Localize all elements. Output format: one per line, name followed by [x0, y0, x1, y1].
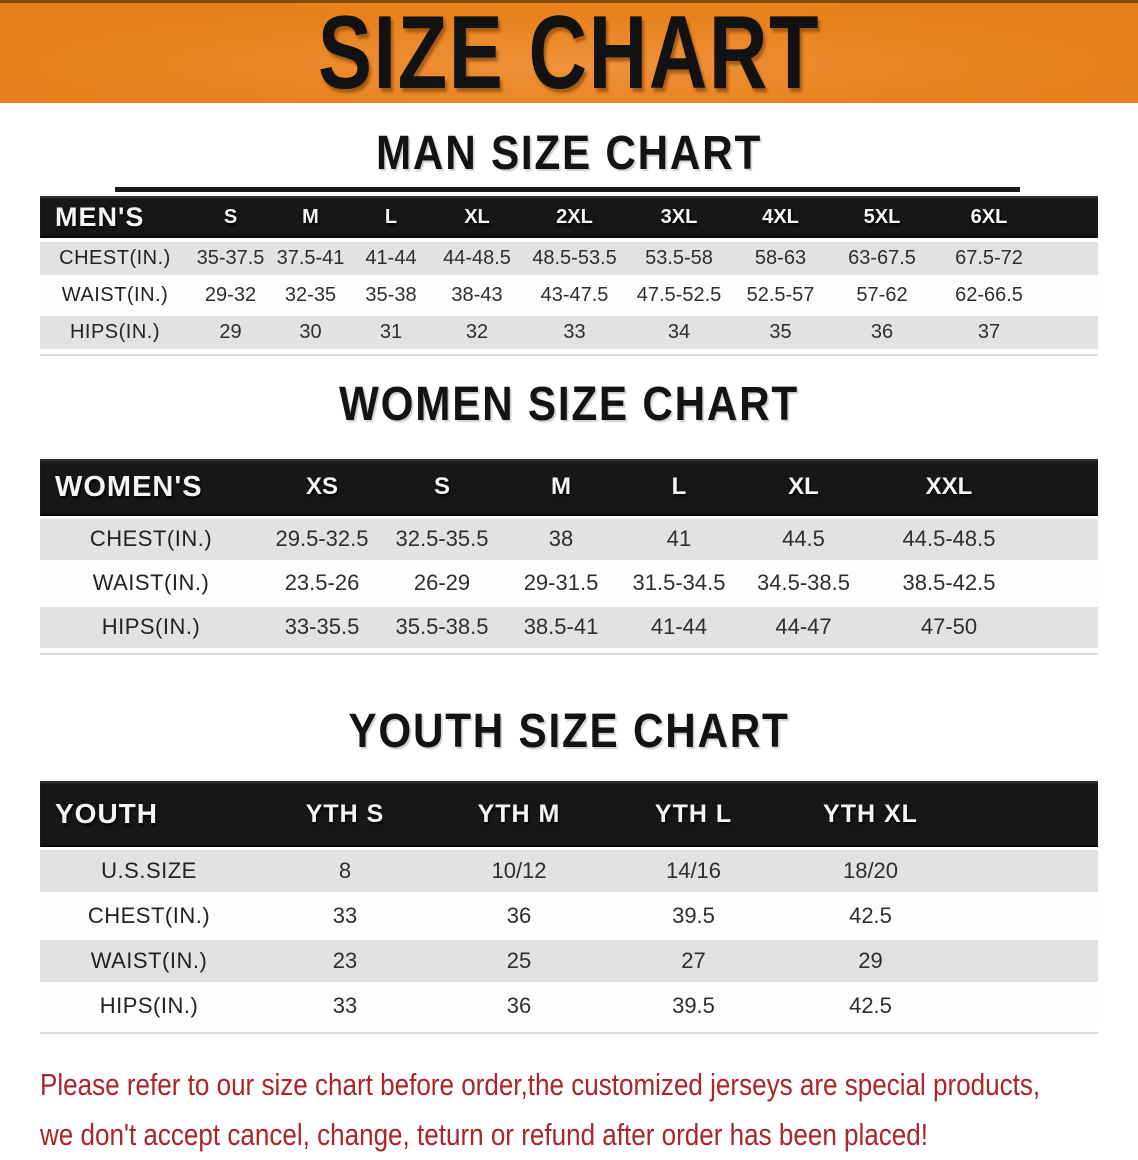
data-cell: 47-50 — [920, 614, 978, 640]
size-header-cell: S — [223, 205, 238, 228]
youth-size-table — [40, 781, 1098, 1027]
data-cell: 35-38 — [365, 284, 417, 307]
size-header-cell: XS — [305, 473, 338, 501]
section-women — [0, 380, 1138, 654]
data-cell: 14/16 — [665, 858, 722, 884]
data-cell: 41-44 — [650, 614, 708, 640]
data-cell: 39.5 — [672, 903, 715, 929]
youth-section-heading: YOUTH SIZE CHART — [348, 704, 790, 758]
row-label: WAIST(IN.) — [92, 570, 210, 596]
size-header-cell: XL — [464, 205, 490, 228]
data-cell: 27 — [681, 948, 706, 974]
women-table-bottom-rule — [40, 653, 1098, 655]
data-cell: 33 — [563, 321, 586, 344]
data-cell: 52.5-57 — [746, 284, 815, 307]
data-cell: 34 — [667, 321, 691, 344]
table-row — [40, 316, 1098, 349]
data-cell: 44-47 — [775, 614, 832, 640]
data-cell: 47.5-52.5 — [636, 284, 722, 307]
data-cell: 33 — [332, 993, 358, 1019]
data-cell: 32 — [465, 321, 489, 344]
table-title-cell: MEN'S — [55, 201, 145, 232]
data-cell: 35 — [769, 321, 792, 344]
youth-table-bottom-rule — [40, 1032, 1098, 1034]
table-row — [40, 279, 1098, 312]
size-header-cell: 4XL — [762, 205, 799, 228]
size-header-cell: 6XL — [970, 205, 1008, 228]
data-cell: 31.5-34.5 — [632, 570, 726, 596]
men-size-table — [40, 196, 1098, 349]
data-cell: 38.5-42.5 — [902, 570, 996, 596]
size-header-cell: YTH L — [654, 799, 733, 828]
data-cell: 41 — [666, 526, 692, 552]
youth-table-wrap — [40, 781, 1098, 1034]
data-cell: 8 — [338, 858, 352, 884]
size-header-cell: XL — [788, 473, 819, 501]
data-cell: 62-66.5 — [955, 284, 1023, 307]
size-header-cell: M — [302, 205, 319, 228]
data-cell: 38-43 — [451, 284, 503, 307]
row-label: U.S.SIZE — [101, 858, 197, 884]
data-cell: 10/12 — [491, 858, 547, 884]
row-label: CHEST(IN.) — [59, 247, 171, 270]
data-cell: 36 — [870, 321, 894, 344]
data-cell: 29 — [219, 321, 242, 344]
row-label: HIPS(IN.) — [99, 993, 199, 1019]
size-header-cell: 3XL — [660, 205, 698, 228]
banner — [0, 0, 1138, 111]
data-cell: 53.5-58 — [645, 247, 713, 270]
data-cell: 37 — [977, 321, 1001, 344]
content — [0, 129, 1138, 1034]
data-cell: 43-47.5 — [540, 284, 609, 307]
disclaimer-line-1: Please refer to our size chart before order,the customized jerseys are special products, — [40, 1067, 1041, 1103]
table-row — [40, 985, 1098, 1027]
data-cell: 44.5 — [782, 526, 825, 552]
row-label: HIPS(IN.) — [101, 614, 201, 640]
size-header-cell: YTH S — [305, 799, 385, 828]
women-table-wrap — [40, 459, 1098, 655]
table-row — [40, 940, 1098, 982]
data-cell: 29 — [858, 948, 883, 974]
row-label: CHEST(IN.) — [89, 526, 213, 552]
header-row — [40, 196, 1098, 238]
data-cell: 25 — [506, 948, 532, 974]
table-row — [40, 563, 1098, 604]
size-header-cell: 2XL — [556, 205, 593, 228]
data-cell: 41-44 — [365, 247, 417, 270]
data-cell: 38 — [548, 526, 574, 552]
header-row — [40, 459, 1098, 516]
data-cell: 31 — [379, 321, 403, 344]
men-section-heading: MAN SIZE CHART — [375, 127, 763, 180]
data-cell: 37.5-41 — [276, 247, 345, 270]
data-cell: 35.5-38.5 — [395, 614, 489, 640]
size-header-cell: L — [671, 473, 687, 501]
data-cell: 44.5-48.5 — [902, 526, 996, 552]
page-title: SIZE CHART — [317, 0, 821, 111]
table-row — [40, 895, 1098, 937]
data-cell: 36 — [506, 993, 532, 1019]
disclaimer — [40, 1060, 1138, 1160]
row-label: CHEST(IN.) — [87, 903, 211, 929]
data-cell: 42.5 — [849, 993, 892, 1019]
women-size-table — [40, 459, 1098, 648]
table-row — [40, 242, 1098, 275]
size-header-cell: L — [384, 205, 398, 228]
data-cell: 23 — [332, 948, 358, 974]
section-youth — [0, 704, 1138, 1034]
men-table-bottom-rule — [40, 354, 1098, 356]
disclaimer-line-2: we don't accept cancel, change, teturn or refund after order has been placed! — [40, 1117, 929, 1153]
row-label: HIPS(IN.) — [69, 321, 161, 344]
table-title-cell: YOUTH — [55, 798, 158, 830]
data-cell: 57-62 — [856, 284, 908, 307]
data-cell: 29-32 — [204, 284, 257, 307]
table-row — [40, 519, 1098, 560]
size-header-cell: XXL — [925, 473, 973, 501]
data-cell: 67.5-72 — [955, 247, 1023, 270]
data-cell: 63-67.5 — [848, 247, 916, 270]
men-table-wrap — [40, 187, 1098, 356]
data-cell: 42.5 — [849, 903, 892, 929]
data-cell: 38.5-41 — [523, 614, 599, 640]
data-cell: 35-37.5 — [196, 247, 265, 270]
row-label: WAIST(IN.) — [61, 284, 169, 307]
section-men — [0, 129, 1138, 356]
women-section-heading: WOMEN SIZE CHART — [339, 378, 799, 432]
size-header-cell: YTH M — [477, 799, 561, 828]
data-cell: 33-35.5 — [284, 614, 360, 640]
data-cell: 32-35 — [284, 284, 337, 307]
size-header-cell: YTH XL — [823, 799, 918, 828]
data-cell: 26-29 — [413, 570, 471, 596]
data-cell: 29-31.5 — [523, 570, 599, 596]
size-header-cell: S — [433, 473, 450, 501]
header-row — [40, 781, 1098, 847]
data-cell: 44-48.5 — [443, 247, 511, 270]
data-cell: 18/20 — [842, 858, 899, 884]
data-cell: 33 — [332, 903, 358, 929]
data-cell: 36 — [506, 903, 532, 929]
data-cell: 29.5-32.5 — [275, 526, 369, 552]
table-row — [40, 850, 1098, 892]
data-cell: 34.5-38.5 — [757, 570, 850, 596]
data-cell: 48.5-53.5 — [532, 247, 617, 270]
size-header-cell: 5XL — [863, 205, 901, 228]
data-cell: 23.5-26 — [284, 570, 360, 596]
data-cell: 58-63 — [754, 247, 807, 270]
data-cell: 39.5 — [672, 993, 715, 1019]
size-header-cell: M — [551, 473, 571, 501]
row-label: WAIST(IN.) — [90, 948, 208, 974]
men-table-top-rule — [115, 187, 1020, 192]
table-row — [40, 607, 1098, 648]
data-cell: 30 — [299, 321, 322, 344]
table-title-cell: WOMEN'S — [55, 470, 203, 503]
data-cell: 32.5-35.5 — [395, 526, 489, 552]
